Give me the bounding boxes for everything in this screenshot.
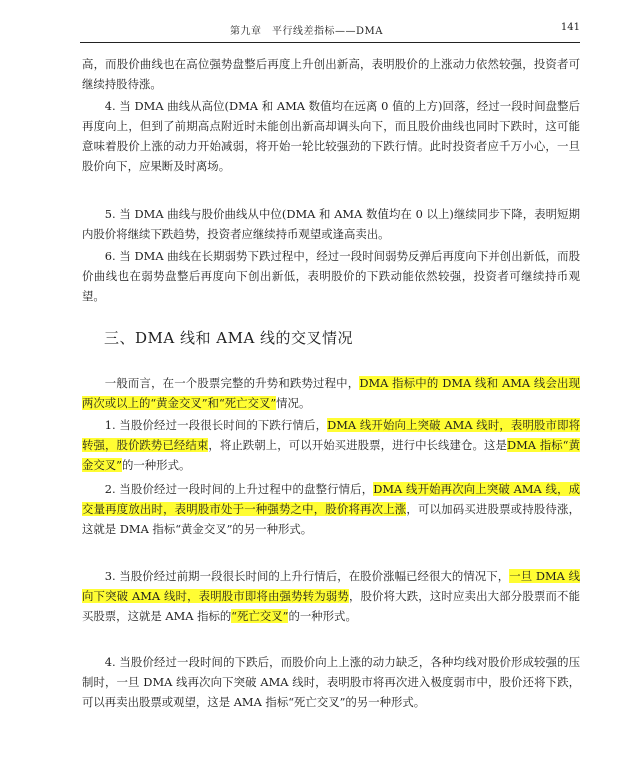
paragraph-text: 4. 当股价经过一段时间的下跌后，而股价向上上涨的动力缺乏，各种均线对股价形成较强的压制时，一旦 DMA 线再次向下突破 AMA 线时，表明股市将再次进入极度弱市中，股价还将下跌，可以再卖出股票或观望，这是 AMA 指标“死亡交叉”的另一种形式。: [82, 655, 580, 709]
paragraph-continued: [82, 54, 580, 94]
paragraph-text: ，将止跌朝上，可以开始买进股票，进行中长线建仓。这是: [208, 438, 507, 452]
paragraph-text: 高，而股价曲线也在高位强势盘整后再度上升创出新高，表明股价的上涨动力依然较强，投资者可继续持股待涨。: [82, 57, 580, 91]
paragraph-cross-2: [82, 479, 580, 539]
paragraph-text: 一般而言，在一个股票完整的升势和跌势过程中，: [104, 376, 360, 390]
paragraph-text: 情况。: [276, 396, 311, 410]
highlighted-text: DMA 指标“黄金交叉”: [82, 438, 580, 472]
highlighted-text: “死亡交叉”: [231, 609, 289, 623]
paragraph-text: 2. 当股价经过一段时间的上升过程中的盘整行情后，: [104, 482, 374, 496]
paragraph-cross-4: [82, 652, 580, 712]
paragraph-text: 的一种形式。: [122, 458, 191, 472]
highlighted-text: DMA 指标中的 DMA 线和 AMA 线会出现两次或以上的“黄金交叉”和“死亡交叉”: [82, 376, 580, 410]
paragraph-cross-1: [82, 415, 580, 475]
paragraph-point-4: [82, 96, 580, 176]
paragraph-text: 的一种形式。: [288, 609, 357, 623]
paragraph-text: 4. 当 DMA 曲线从高位(DMA 和 AMA 数值均在远离 0 值的上方)回落，经过一段时间盘整后再度向上，但到了前期高点附近时未能创出新高却调头向下，而且股价曲线也同时下跌时，这可能意味着股价上涨的动力开始减弱，将开始一轮比较强劲的下跌行情。此时投资者应千万小心，一旦股价向下，应果断及时离场。: [82, 99, 580, 173]
paragraph-text: 1. 当股价经过一段很长时间的下跌行情后，: [104, 418, 328, 432]
highlighted-text: DMA 线开始再次向上突破 AMA 线，成交量再度放出时，表明股市处于一种强势之中，股价将再次上涨: [82, 482, 581, 516]
paragraph-point-6: [82, 246, 580, 306]
paragraph-cross-3: [82, 566, 580, 626]
running-header: [80, 16, 580, 43]
highlighted-text: DMA 线开始向上突破 AMA 线时，表明股市即将转强，股价跌势已经结束: [82, 418, 580, 452]
section-title: 三、DMA 线和 AMA 线的交叉情况: [104, 329, 354, 347]
highlighted-text: 一旦 DMA 线向下突破 AMA 线时，表明股市即将由强势转为弱势: [82, 569, 580, 603]
paragraph-text: ，股价将大跌，这时应卖出大部分股票而不能买股票，这就是 AMA 指标的: [82, 589, 580, 623]
chapter-title: 第九章 平行线差指标——DMA: [230, 26, 383, 37]
paragraph-point-5: [82, 204, 580, 244]
page-number: 141: [560, 22, 580, 33]
paragraph-text: 3. 当股价经过前期一段很长时间的上升行情后，在股价涨幅已经很大的情况下，: [104, 569, 510, 583]
paragraph-text: ，可以加码买进股票或持股待涨，这就是 DMA 指标“黄金交叉”的另一种形式。: [82, 502, 580, 536]
paragraph-intro: [82, 373, 580, 413]
paragraph-text: 6. 当 DMA 曲线在长期弱势下跌过程中，经过一段时间弱势反弹后再度向下并创出新低，而股价曲线也在弱势盘整后再度向下创出新低，表明股价的下跌动能依然较强，投资者可继续持币观望。: [82, 249, 580, 303]
paragraph-text: 5. 当 DMA 曲线与股价曲线从中位(DMA 和 AMA 数值均在 0 以上)继续同步下降，表明短期内股价将继续下跌趋势，投资者应继续持币观望或逢高卖出。: [82, 207, 580, 241]
